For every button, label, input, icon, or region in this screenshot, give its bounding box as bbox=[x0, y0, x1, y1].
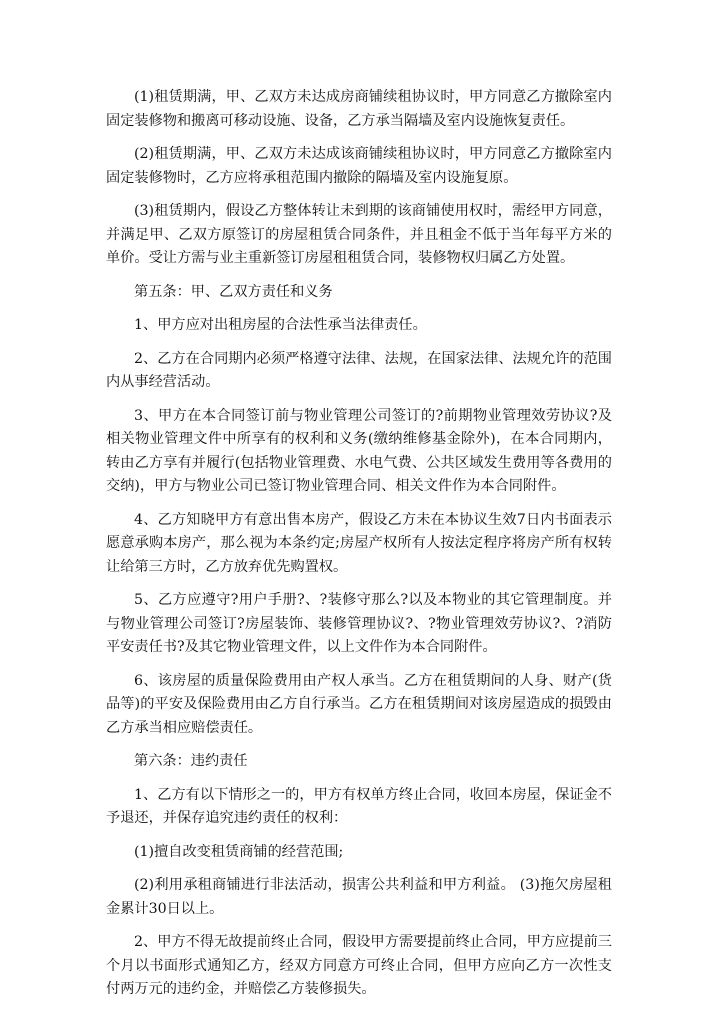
paragraph-8: 5、乙方应遵守?用户手册?、?装修守那么?以及本物业的其它管理制度。并与物业管理公司签订?房屋装饰、装修管理协议?、?物业管理效劳协议?、?消防平安责任书?及其它物业管理文件，以上文件作为本合同附件。 bbox=[106, 592, 612, 655]
paragraph-11: (1)擅自改变租赁商铺的经营范围; bbox=[134, 843, 344, 860]
paragraph-13: 2、甲方不得无故提前终止合同，假设甲方需要提前终止合同，甲方应提前三个月以书面形式通知乙方，经双方同意方可终止合同，但甲方应向乙方一次性支付两万元的违约金，并赔偿乙方装修损失。 bbox=[106, 934, 612, 997]
paragraph-9: 6、该房屋的质量保险费用由产权人承当。乙方在租赁期间的人身、财产(货品等)的平安及保险费用由乙方自行承当。乙方在租赁期间对该房屋造成的损毁由乙方承当相应赔偿责任。 bbox=[106, 672, 612, 736]
paragraph-2: (2)租赁期满，甲、乙双方未达成该商铺续租协议时，甲方同意乙方撤除室内固定装修物时，乙方应将承租范围内撤除的隔墙及室内设施复原。 bbox=[106, 146, 612, 186]
paragraph-10: 1、乙方有以下情形之一的，甲方有权单方终止合同，收回本房屋，保证金不予退还，并保存追究违约责任的权利： bbox=[106, 786, 612, 826]
section-heading-5: 第五条：甲、乙双方责任和义务 bbox=[134, 283, 333, 300]
document-page bbox=[106, 86, 612, 1002]
section-heading-6: 第六条：违约责任 bbox=[134, 753, 248, 769]
paragraph-6: 3、甲方在本合同签订前与物业管理公司签订的?前期物业管理效劳协议?及相关物业管理文件中所享有的权利和义务(缴纳维修基金除外)，在本合同期内，转由乙方享有并履行(包括物业管理费、水电气费、公共区域发生费用等各费用的交纳)，甲方与物业公司已签订物业管理合同、相关文件作为本合同附件。 bbox=[106, 407, 612, 494]
paragraph-7: 4、乙方知晓甲方有意出售本房产，假设乙方未在本协议生效7日内书面表示愿意承购本房产，那么视为本条约定;房屋产权所有人按法定程序将房产所有权转让给第三方时，乙方放弃优先购置权。 bbox=[106, 511, 612, 575]
paragraph-1: (1)租赁期满，甲、乙双方未达成房商铺续租协议时，甲方同意乙方撤除室内固定装修物和搬离可移动设施、设备，乙方承当隔墙及室内设施恢复责任。 bbox=[106, 89, 612, 129]
paragraph-3: (3)租赁期内，假设乙方整体转让未到期的该商铺使用权时，需经甲方同意，并满足甲、乙双方原签订的房屋租赁合同条件，并且租金不低于当年每平方米的单价。受让方需与业主重新签订房屋租租赁合同，装修物权归属乙方处置。 bbox=[106, 203, 612, 266]
paragraph-4: 1、甲方应对出租房屋的合法性承当法律责任。 bbox=[134, 317, 427, 333]
paragraph-5: 2、乙方在合同期内必须严格遵守法律、法规，在国家法律、法规允许的范围内从事经营活动。 bbox=[106, 350, 612, 390]
paragraph-12: (2)利用承租商铺进行非法活动，损害公共利益和甲方利益。 (3)拖欠房屋租金累计30日以上。 bbox=[106, 877, 612, 917]
